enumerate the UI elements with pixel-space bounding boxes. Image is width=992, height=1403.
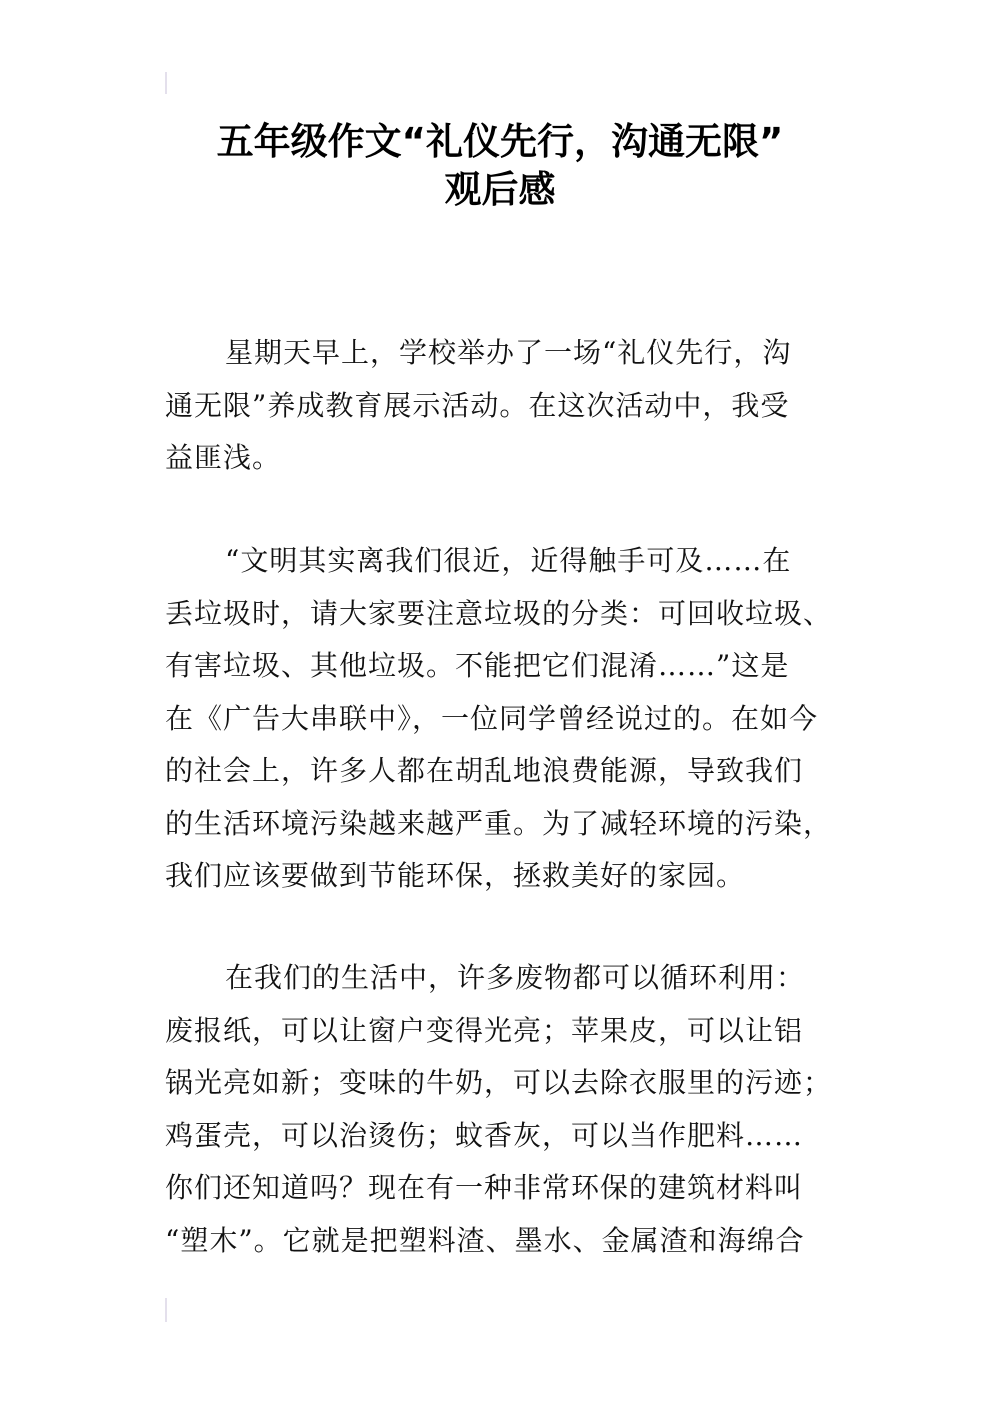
title-line-2: 观后感	[444, 168, 556, 211]
paragraph-line: 的社会上，许多人都在胡乱地浪费能源，导致我们	[165, 754, 804, 787]
paragraph-line: 在我们的生活中，许多废物都可以循环利用：	[225, 961, 806, 994]
paragraph-line: 有害垃圾、其他垃圾。不能把它们混淆……”这是	[165, 649, 790, 682]
paragraph-line: 丢垃圾时，请大家要注意垃圾的分类：可回收垃圾、	[165, 596, 833, 630]
paragraph-line: “塑木”。它就是把塑料渣、墨水、金属渣和海绵合	[165, 1223, 805, 1257]
paragraph-line: 星期天早上，学校举办了一场“礼仪先行，沟	[225, 336, 792, 369]
paragraph-line: 你们还知道吗？现在有一种非常环保的建筑材料叫	[165, 1171, 804, 1204]
document-title	[150, 118, 850, 214]
margin-mark-bottom	[165, 1298, 167, 1322]
paragraph-line: 锅光亮如新；变味的牛奶，可以去除衣服里的污迹；	[165, 1066, 833, 1099]
paragraph-line: “文明其实离我们很近，近得触手可及……在	[225, 544, 792, 577]
paragraph-2	[165, 535, 845, 903]
title-line-1: 五年级作文“礼仪先行，沟通无限”	[216, 120, 784, 163]
paragraph-line: 在《广告大串联中》，一位同学曾经说过的。在如今	[165, 701, 819, 735]
paragraph-line: 益匪浅。	[165, 441, 282, 474]
paragraph-line: 废报纸，可以让窗户变得光亮；苹果皮，可以让铝	[165, 1013, 804, 1047]
margin-mark-top	[165, 72, 167, 94]
paragraph-line: 通无限”养成教育展示活动。在这次活动中，我受	[165, 388, 790, 422]
paragraph-line: 鸡蛋壳，可以治烫伤；蚊香灰，可以当作肥料……	[165, 1118, 804, 1152]
paragraph-1	[165, 327, 845, 485]
paragraph-line: 的生活环境污染越来越严重。为了减轻环境的污染，	[165, 806, 833, 840]
paragraph-3	[165, 952, 845, 1267]
paragraph-line: 我们应该要做到节能环保，拯救美好的家园。	[165, 859, 746, 892]
